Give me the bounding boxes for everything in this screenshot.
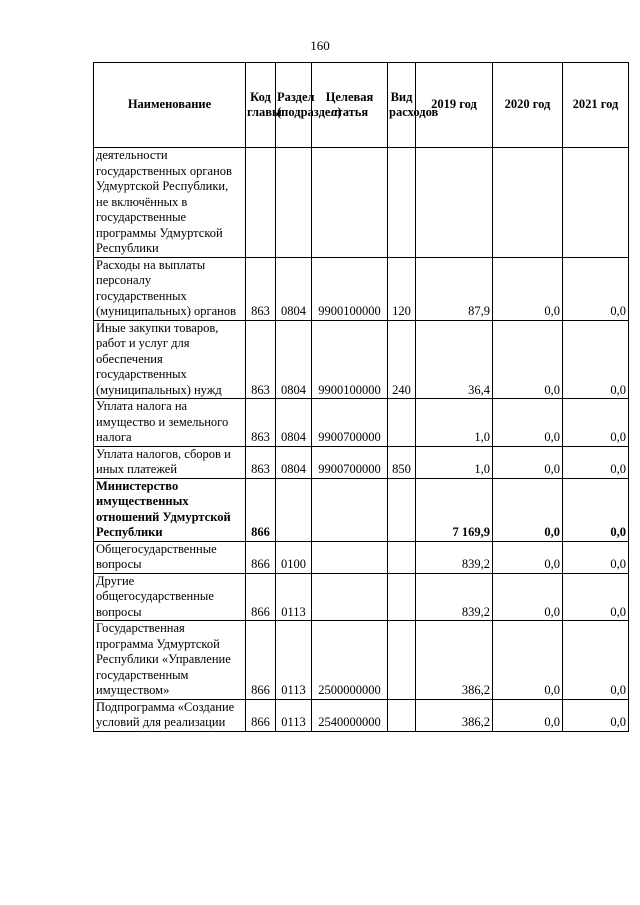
cell-type [388,148,416,258]
cell-y2019: 36,4 [416,320,493,399]
cell-y2021: 0,0 [563,478,629,541]
cell-section: 0113 [276,573,312,621]
cell-name: Расходы на выплаты персоналу государственных (муниципальных) органов [94,257,246,320]
cell-y2020: 0,0 [493,478,563,541]
page-number: 160 [310,38,330,53]
header-2021: 2021 год [563,63,629,148]
cell-section: 0113 [276,621,312,700]
header-code: Код главы [246,63,276,148]
cell-y2019: 1,0 [416,399,493,447]
cell-code: 863 [246,446,276,478]
header-section: Раздел (подраздел) [276,63,312,148]
header-name: Наименование [94,63,246,148]
cell-section: 0804 [276,257,312,320]
cell-target: 2500000000 [312,621,388,700]
cell-y2019: 7 169,9 [416,478,493,541]
cell-target: 9900100000 [312,320,388,399]
cell-target: 9900700000 [312,446,388,478]
cell-section: 0113 [276,699,312,731]
header-target: Целевая статья [312,63,388,148]
cell-code [246,148,276,258]
cell-y2019: 87,9 [416,257,493,320]
header-type: Вид расходов [388,63,416,148]
cell-y2020: 0,0 [493,399,563,447]
table-row [94,148,629,258]
cell-code: 866 [246,573,276,621]
cell-target [312,541,388,573]
cell-type [388,573,416,621]
cell-type [388,699,416,731]
cell-code: 866 [246,478,276,541]
cell-target: 2540000000 [312,699,388,731]
cell-target: 9900700000 [312,399,388,447]
cell-y2021: 0,0 [563,541,629,573]
cell-y2021: 0,0 [563,320,629,399]
cell-name: Общегосударственные вопросы [94,541,246,573]
cell-y2021: 0,0 [563,699,629,731]
cell-code: 866 [246,541,276,573]
cell-section: 0100 [276,541,312,573]
cell-y2020: 0,0 [493,320,563,399]
cell-name: Подпрограмма «Создание условий для реализации [94,699,246,731]
cell-y2020: 0,0 [493,573,563,621]
table-header-row [94,63,629,148]
cell-code: 866 [246,699,276,731]
cell-y2019: 839,2 [416,573,493,621]
cell-y2021: 0,0 [563,399,629,447]
cell-y2019: 386,2 [416,621,493,700]
table-row [94,446,629,478]
cell-name: Государственная программа Удмуртской Республики «Управление государственным имуществом» [94,621,246,700]
cell-name: Уплата налога на имущество и земельного налога [94,399,246,447]
budget-table [93,62,629,732]
cell-section: 0804 [276,446,312,478]
cell-section [276,148,312,258]
cell-name: Министерство имущественных отношений Удмуртской Республики [94,478,246,541]
cell-code: 863 [246,399,276,447]
cell-section: 0804 [276,320,312,399]
cell-name: Другие общегосударственные вопросы [94,573,246,621]
cell-target [312,148,388,258]
header-2020: 2020 год [493,63,563,148]
cell-section [276,478,312,541]
cell-y2021 [563,148,629,258]
cell-name: деятельности государственных органов Удмуртской Республики, не включённых в государственные программы Удмуртской Республики [94,148,246,258]
cell-target: 9900100000 [312,257,388,320]
cell-code: 866 [246,621,276,700]
cell-type [388,541,416,573]
table-row [94,699,629,731]
cell-name: Иные закупки товаров, работ и услуг для обеспечения государственных (муниципальных) нужд [94,320,246,399]
table-row [94,320,629,399]
cell-y2021: 0,0 [563,573,629,621]
table-row [94,478,629,541]
cell-y2020: 0,0 [493,621,563,700]
cell-target [312,478,388,541]
cell-type: 850 [388,446,416,478]
cell-code: 863 [246,320,276,399]
cell-y2021: 0,0 [563,446,629,478]
cell-y2020: 0,0 [493,699,563,731]
cell-type: 240 [388,320,416,399]
table-row [94,541,629,573]
cell-y2021: 0,0 [563,621,629,700]
table-row [94,257,629,320]
cell-type [388,478,416,541]
cell-type: 120 [388,257,416,320]
cell-y2020 [493,148,563,258]
cell-y2019: 839,2 [416,541,493,573]
cell-y2019: 1,0 [416,446,493,478]
cell-type [388,399,416,447]
cell-section: 0804 [276,399,312,447]
table-row [94,621,629,700]
table-row [94,399,629,447]
cell-y2019: 386,2 [416,699,493,731]
cell-y2019 [416,148,493,258]
cell-target [312,573,388,621]
header-2019: 2019 год [416,63,493,148]
cell-y2020: 0,0 [493,446,563,478]
cell-y2020: 0,0 [493,257,563,320]
cell-y2021: 0,0 [563,257,629,320]
cell-type [388,621,416,700]
table-row [94,573,629,621]
cell-code: 863 [246,257,276,320]
cell-y2020: 0,0 [493,541,563,573]
cell-name: Уплата налогов, сборов и иных платежей [94,446,246,478]
